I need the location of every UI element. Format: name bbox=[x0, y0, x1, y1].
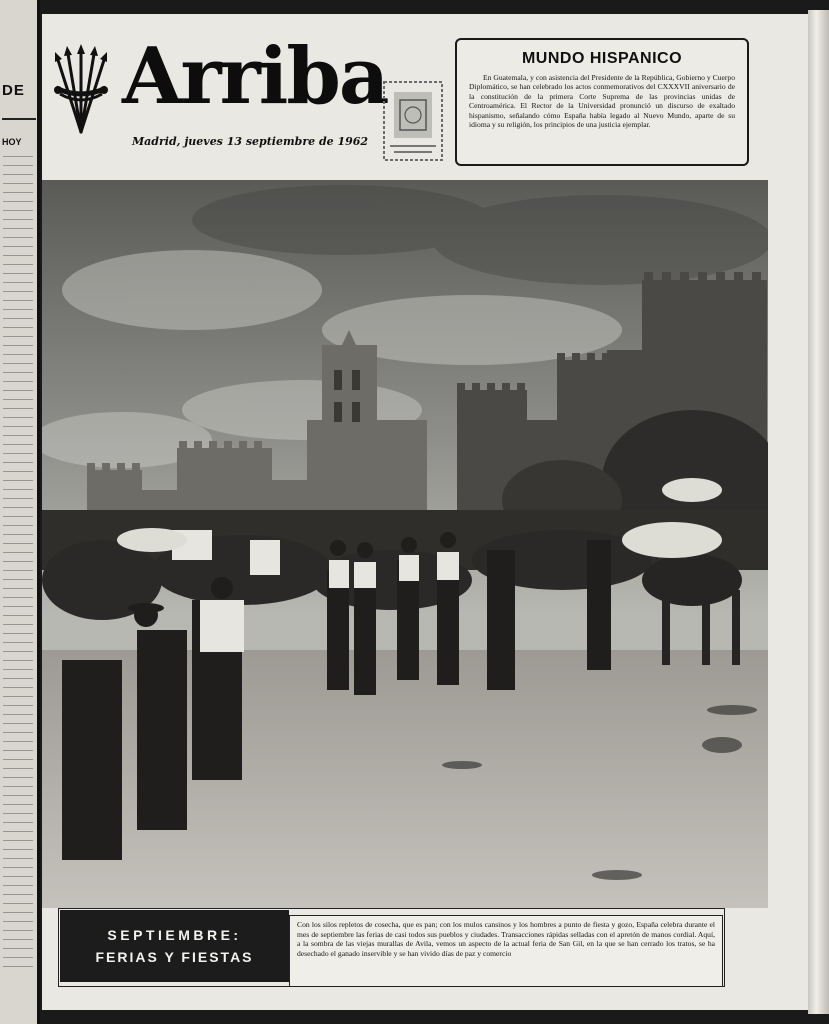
page-edge bbox=[808, 10, 829, 1014]
photo-walls-of-avila-fair bbox=[42, 180, 768, 908]
caption-label bbox=[60, 910, 289, 982]
left-page-rule bbox=[2, 118, 36, 120]
caption-label-line2: FERIAS Y FIESTAS bbox=[95, 949, 254, 965]
masthead-date: Madrid, jueves 13 septiembre de 1962 bbox=[132, 135, 369, 148]
left-page-text-columns bbox=[3, 152, 33, 972]
mundo-hispanico-text: En Guatemala, y con asistencia del Presidente de la República, Gobierno y Cuerpo Diplomático, se han celebrado los actos conmemorativos del CXXXVII aniversario de la constitución de la primera Corte Suprema de las provincias unidas de Centroamérica. El Rector de la Universidad pronunció un discurso de exaltado hispanismo, señalando cómo España había legado al Nuevo Mundo, aparte de su idioma y su religión, los principios de una justicia ejemplar. bbox=[469, 73, 735, 130]
left-page-hoy: HOY bbox=[2, 137, 22, 147]
caption-text: Con los silos repletos de cosecha, que es pan; con los mulos cansinos y los hombres a punto de fiesta y gozo, España celebra durante el mes de septiembre las ferias de casi todos sus pueblos y ciudades. Transacciones rápidas selladas con el apretón de manos cordial. Aquí, a la sombra de las viejas murallas de Avila, vemos un aspecto de la actual feria de San Gil, en la que se han cerrado los tratos, se ha desechado el ganado inservible y se han vivido días de paz y comercio bbox=[289, 915, 723, 987]
mundo-hispanico-title: MUNDO HISPANICO bbox=[521, 50, 683, 67]
masthead-title: Arriba bbox=[122, 31, 388, 122]
left-page-fragment bbox=[0, 0, 40, 1024]
mundo-hispanico-box bbox=[455, 38, 749, 166]
yoke-and-arrows-icon bbox=[50, 44, 112, 140]
library-stamp-icon bbox=[382, 80, 444, 166]
left-page-heading: DE bbox=[2, 82, 25, 99]
caption-label-line1: SEPTIEMBRE: bbox=[107, 927, 242, 943]
